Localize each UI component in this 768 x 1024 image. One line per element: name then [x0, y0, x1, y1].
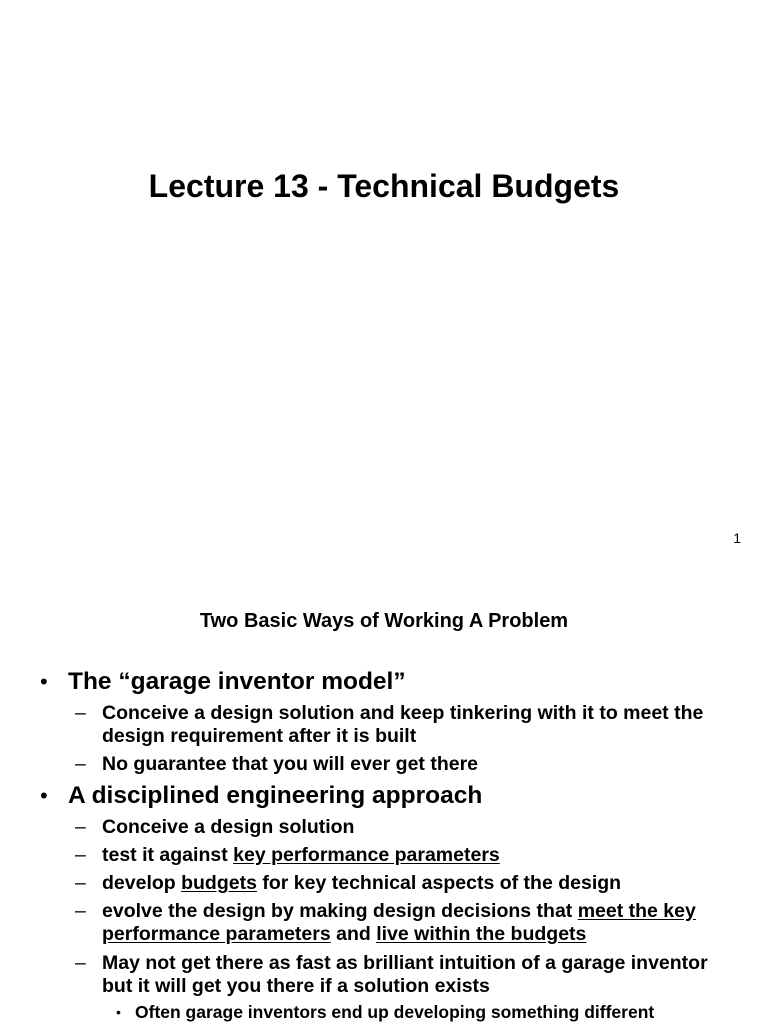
bullet-garage-inventor-model: [40, 668, 406, 696]
dash-marker: –: [75, 753, 86, 775]
dash-marker: –: [75, 702, 86, 724]
dash-marker: –: [75, 872, 86, 894]
subbullet-text: No guarantee that you will ever get there: [102, 753, 479, 775]
subbullet-conceive-solution: [75, 816, 722, 839]
subbullet-text: Conceive a design solution: [102, 816, 355, 838]
slide-title: Lecture 13 - Technical Budgets: [148, 168, 620, 204]
subbullet-test-kpp: [75, 844, 722, 867]
bullet-text: The “garage inventor model”: [68, 668, 406, 695]
subbullet-text: evolve the design by making design decisions that: [102, 900, 578, 922]
underlined-term: meet the key performance parameters: [102, 900, 696, 945]
subsubbullet-garage-inventors-different: [116, 1002, 745, 1022]
subbullet-evolve-design: [75, 900, 722, 946]
bullet-marker: •: [116, 1004, 121, 1020]
subbullet-text: Conceive a design solution and keep tinkering with it to meet the design requirement after it is built: [102, 702, 704, 747]
subbullet-text: for key technical aspects of the design: [256, 872, 622, 894]
dash-marker: –: [75, 816, 86, 838]
subbullet-develop-budgets: [75, 872, 722, 895]
bullet-disciplined-approach: [40, 782, 483, 810]
page-number: 1: [733, 530, 741, 546]
subsubbullet-text: Often garage inventors end up developing something different: [135, 1002, 655, 1022]
subbullet-text: May not get there as fast as brilliant intuition of a garage inventor but it will get you there if a solution exists: [102, 952, 708, 997]
subbullet-no-guarantee: [75, 753, 722, 776]
subbullet-conceive-tinker: [75, 702, 722, 748]
subbullet-text: test it against: [102, 844, 234, 866]
underlined-term: budgets: [181, 872, 257, 894]
bullet-text: A disciplined engineering approach: [68, 782, 483, 809]
underlined-term: live within the budgets: [376, 923, 587, 945]
dash-marker: –: [75, 900, 86, 922]
subbullet-text: develop: [102, 872, 182, 894]
bullet-marker: •: [40, 783, 48, 808]
dash-marker: –: [75, 844, 86, 866]
slide-title: Two Basic Ways of Working A Problem: [199, 610, 569, 632]
slide-2: [0, 576, 768, 1024]
dash-marker: –: [75, 952, 86, 974]
underlined-term: key performance parameters: [233, 844, 500, 866]
bullet-marker: •: [40, 669, 48, 694]
subbullet-may-not-get-there: [75, 952, 722, 998]
subbullet-text: and: [330, 923, 377, 945]
